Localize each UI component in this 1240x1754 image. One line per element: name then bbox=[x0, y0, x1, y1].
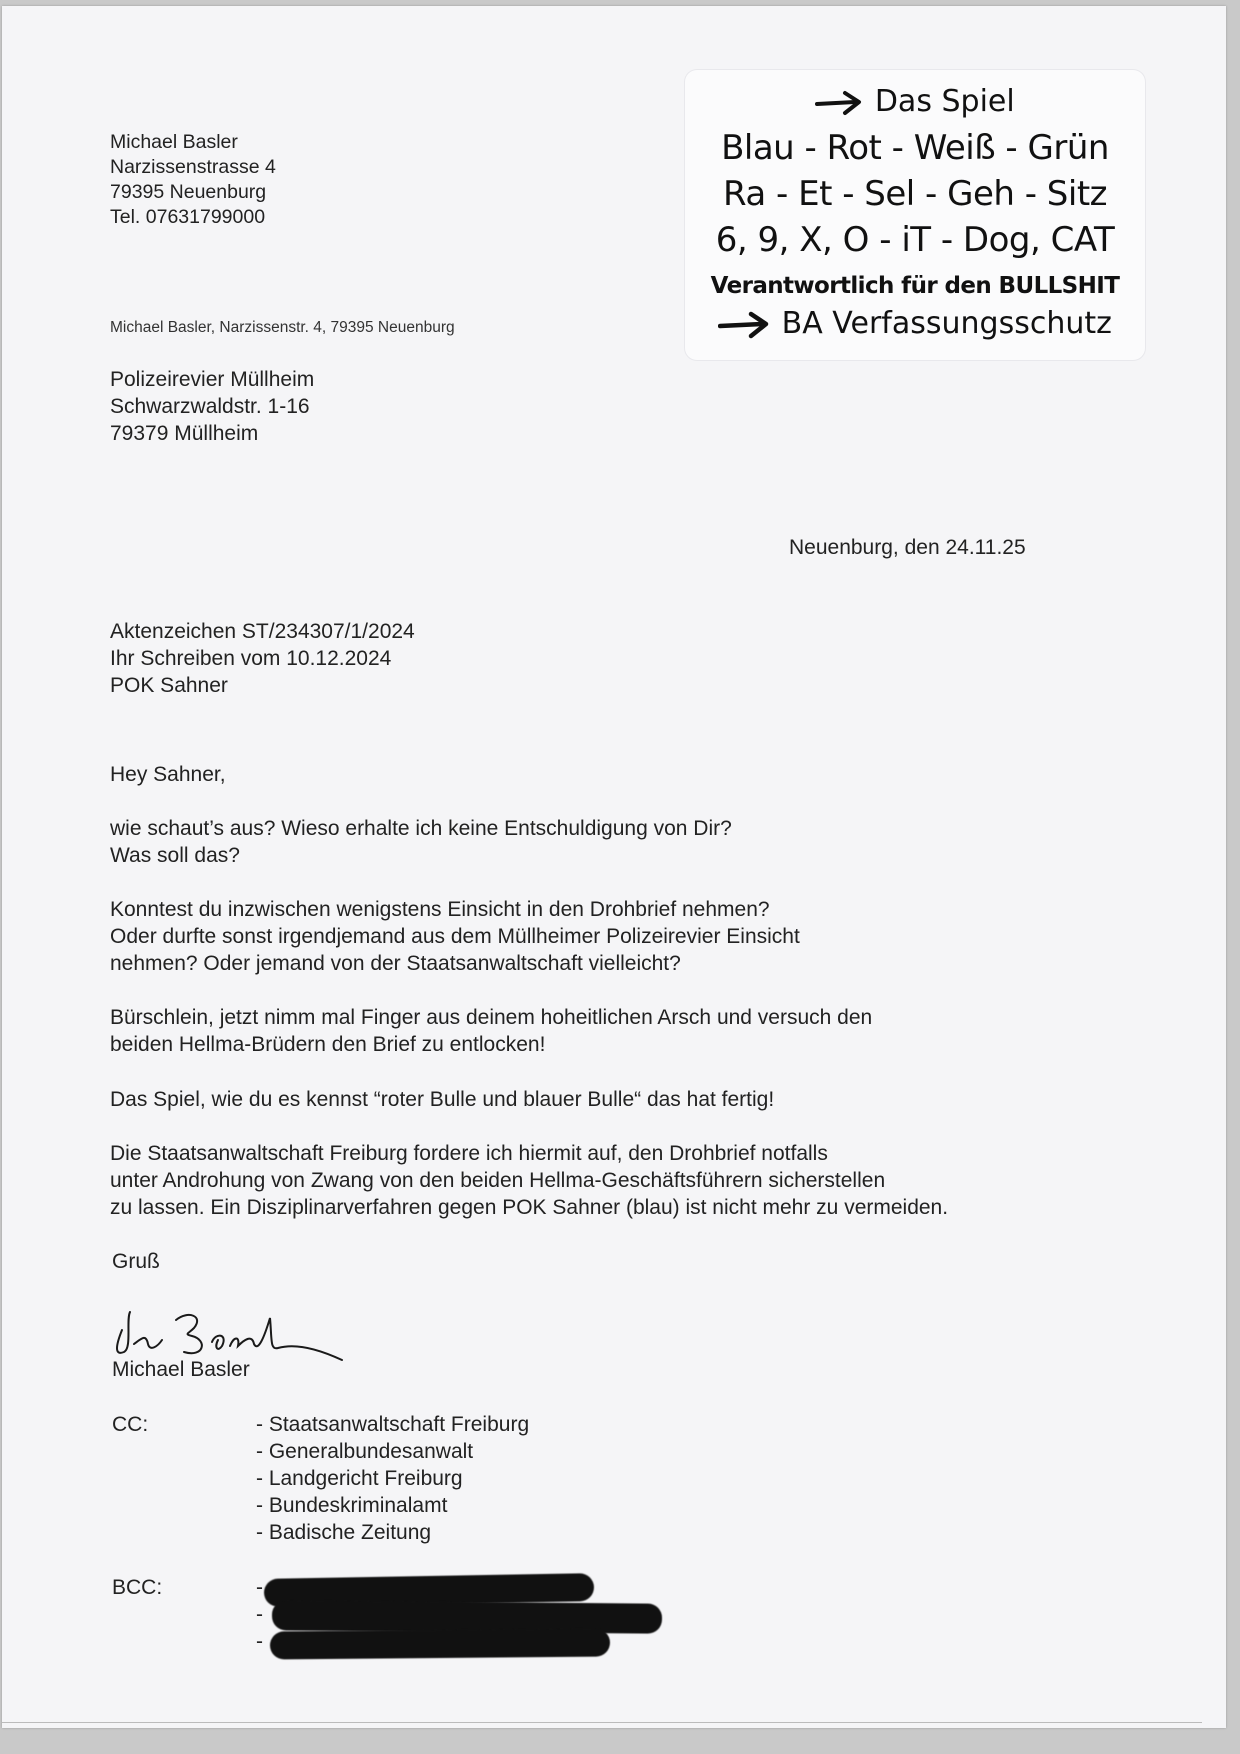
closing: Gruß bbox=[112, 1250, 160, 1273]
bcc-label: BCC: bbox=[112, 1576, 163, 1599]
bcc-dash: - bbox=[256, 1576, 263, 1599]
redaction-bar bbox=[270, 1629, 610, 1660]
scan-edge-line bbox=[2, 1722, 1202, 1723]
sticker-line1 bbox=[685, 84, 1145, 119]
sticker-note bbox=[685, 70, 1145, 360]
letter-date: Neuenburg, den 24.11.25 bbox=[789, 536, 1026, 559]
cc-label: CC: bbox=[112, 1413, 149, 1436]
paragraph-2-line-2: Oder durfte sonst irgendjemand aus dem Müllheimer Polizeirevier Einsicht bbox=[110, 925, 800, 948]
sticker-line4: 6, 9, X, O - iT - Dog, CAT bbox=[715, 220, 1115, 260]
greeting: Hey Sahner, bbox=[110, 763, 226, 786]
signature-name: Michael Basler bbox=[112, 1358, 250, 1381]
arrow-right-icon bbox=[718, 311, 772, 339]
sticker-title: Das Spiel bbox=[874, 84, 1015, 119]
paragraph-1-line-1: wie schaut’s aus? Wieso erhalte ich keine Entschuldigung von Dir? bbox=[110, 817, 732, 840]
cc-item: - Landgericht Freiburg bbox=[256, 1467, 463, 1490]
cc-item: - Bundeskriminalamt bbox=[256, 1494, 448, 1517]
redaction-bar bbox=[272, 1600, 662, 1633]
cc-item: - Generalbundesanwalt bbox=[256, 1440, 474, 1463]
sender-name: Michael Basler bbox=[110, 131, 238, 153]
recipient-line2: Schwarzwaldstr. 1-16 bbox=[110, 395, 310, 418]
reference-letter-date: Ihr Schreiben vom 10.12.2024 bbox=[110, 647, 392, 670]
bcc-dash: - bbox=[256, 1603, 263, 1626]
paragraph-5-line-2: unter Androhung von Zwang von den beiden Hellma-Geschäftsführern sicherstellen bbox=[110, 1169, 886, 1192]
recipient-line3: 79379 Müllheim bbox=[110, 422, 259, 445]
sender-street: Narzissenstrasse 4 bbox=[110, 156, 276, 178]
cc-item: - Staatsanwaltschaft Freiburg bbox=[256, 1413, 530, 1436]
sticker-line6-row bbox=[685, 306, 1145, 341]
return-address: Michael Basler, Narzissenstr. 4, 79395 Neuenburg bbox=[110, 319, 455, 336]
reference-file-number: Aktenzeichen ST/234307/1/2024 bbox=[110, 620, 415, 643]
bcc-dash: - bbox=[256, 1630, 263, 1653]
paragraph-3-line-1: Bürschlein, jetzt nimm mal Finger aus deinem hoheitlichen Arsch und versuch den bbox=[110, 1006, 873, 1029]
sender-city: 79395 Neuenburg bbox=[110, 181, 267, 203]
arrow-right-icon bbox=[815, 90, 865, 116]
paragraph-5-line-1: Die Staatsanwaltschaft Freiburg fordere ich hiermit auf, den Drohbrief notfalls bbox=[110, 1142, 828, 1165]
letter-page bbox=[2, 6, 1226, 1728]
paragraph-2-line-1: Konntest du inzwischen wenigstens Einsicht in den Drohbrief nehmen? bbox=[110, 898, 770, 921]
sticker-line2: Blau - Rot - Weiß - Grün bbox=[721, 128, 1109, 168]
paragraph-2-line-3: nehmen? Oder jemand von der Staatsanwaltschaft vielleicht? bbox=[110, 952, 681, 975]
paragraph-4-line-1: Das Spiel, wie du es kennst “roter Bulle und blauer Bulle“ das hat fertig! bbox=[110, 1088, 775, 1111]
sticker-line3: Ra - Et - Sel - Geh - Sitz bbox=[722, 174, 1108, 214]
paragraph-3-line-2: beiden Hellma-Brüdern den Brief zu entlocken! bbox=[110, 1033, 546, 1056]
recipient-line1: Polizeirevier Müllheim bbox=[110, 368, 315, 391]
sticker-line6: BA Verfassungsschutz bbox=[781, 306, 1112, 341]
sticker-line5: Verantwortlich für den BULLSHIT bbox=[710, 273, 1120, 299]
cc-item: - Badische Zeitung bbox=[256, 1521, 432, 1544]
sender-phone: Tel. 07631799000 bbox=[110, 206, 266, 228]
paragraph-5-line-3: zu lassen. Ein Disziplinarverfahren gegen POK Sahner (blau) ist nicht mehr zu vermeiden. bbox=[110, 1196, 949, 1219]
reference-officer: POK Sahner bbox=[110, 674, 228, 697]
paragraph-1-line-2: Was soll das? bbox=[110, 844, 240, 867]
